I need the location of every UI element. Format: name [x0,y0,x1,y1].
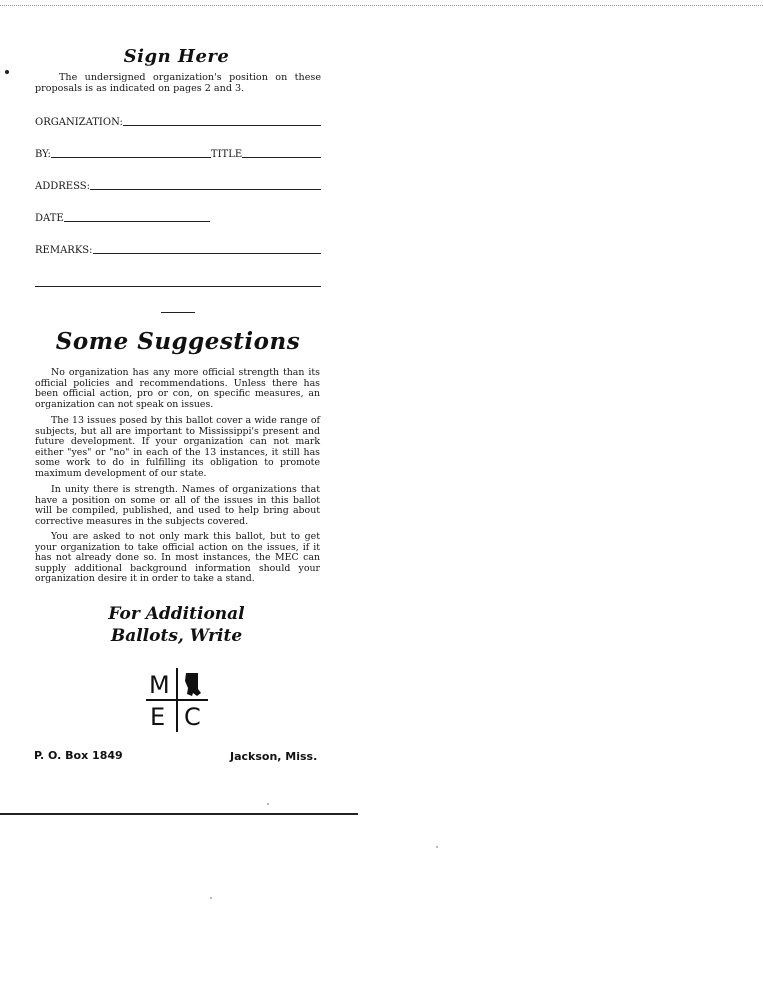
suggestions-heading: Some Suggestions [55,328,301,355]
title-label: TITLE [210,149,243,160]
additional-ballots-heading [60,603,293,647]
logo-horizontal-bar [146,699,208,701]
city-state: Jackson, Miss. [230,750,318,763]
organization-label: ORGANIZATION: [35,117,123,128]
remarks-field[interactable] [35,242,321,256]
remarks-label: REMARKS: [35,245,93,256]
sign-here-heading: Sign Here [123,46,230,67]
date-label: DATE [35,213,64,224]
additional-line-2: Ballots, Write [110,626,243,646]
organization-field[interactable] [35,114,321,128]
suggestion-paragraph: The 13 issues posed by this ballot cover a wide range of subjects, but all are important to Mississippi's present and future development. If your organization can not mark either "yes" or "no" in each of the 13 instances, it still has some work to do in fulfilling its obligation to promote maximum development of our state. [35,415,320,479]
remarks-line[interactable] [93,252,321,254]
mississippi-state-icon [184,672,204,697]
scan-speck [436,846,438,848]
date-line[interactable] [64,220,210,222]
by-line[interactable] [51,156,211,158]
sign-intro-text: The undersigned organization's position on these proposals is as indicated on pages 2 and 3. [35,72,321,94]
scan-speck [210,897,212,899]
suggestion-paragraph: You are asked to not only mark this ballot, but to get your organization to take official action on the issues, if it has not already done so. In most instances, the MEC can supply additional background information should your organization desire it in order to take a stand. [35,531,320,584]
address-line[interactable] [90,188,321,190]
address-label: ADDRESS: [35,181,90,192]
organization-line[interactable] [123,124,321,126]
section-divider [161,312,195,313]
title-line[interactable] [242,156,321,158]
logo-letter-c: C [184,703,201,731]
remarks-second-line[interactable] [35,286,321,287]
suggestion-paragraph: No organization has any more official strength than its official policies and recommendations. Unless there has been official action, pro or con, on specific measures, an organization can not speak on issues. [35,367,320,410]
margin-dot [5,70,9,74]
suggestion-paragraph: In unity there is strength. Names of organizations that have a position on some or all of the issues in this ballot will be compiled, published, and used to help bring about corrective measures in the subjects covered. [35,484,320,527]
top-edge-rule [0,5,763,6]
mec-logo [146,668,208,732]
by-title-field[interactable] [35,146,321,160]
date-field[interactable] [35,210,210,224]
additional-line-1: For Additional [108,604,245,624]
logo-letter-m: M [149,671,170,699]
by-label: BY: [35,149,51,160]
bottom-rule [0,813,358,815]
address-field[interactable] [35,178,321,192]
po-box: P. O. Box 1849 [34,749,123,762]
logo-letter-e: E [150,703,166,731]
scan-speck [267,803,269,805]
